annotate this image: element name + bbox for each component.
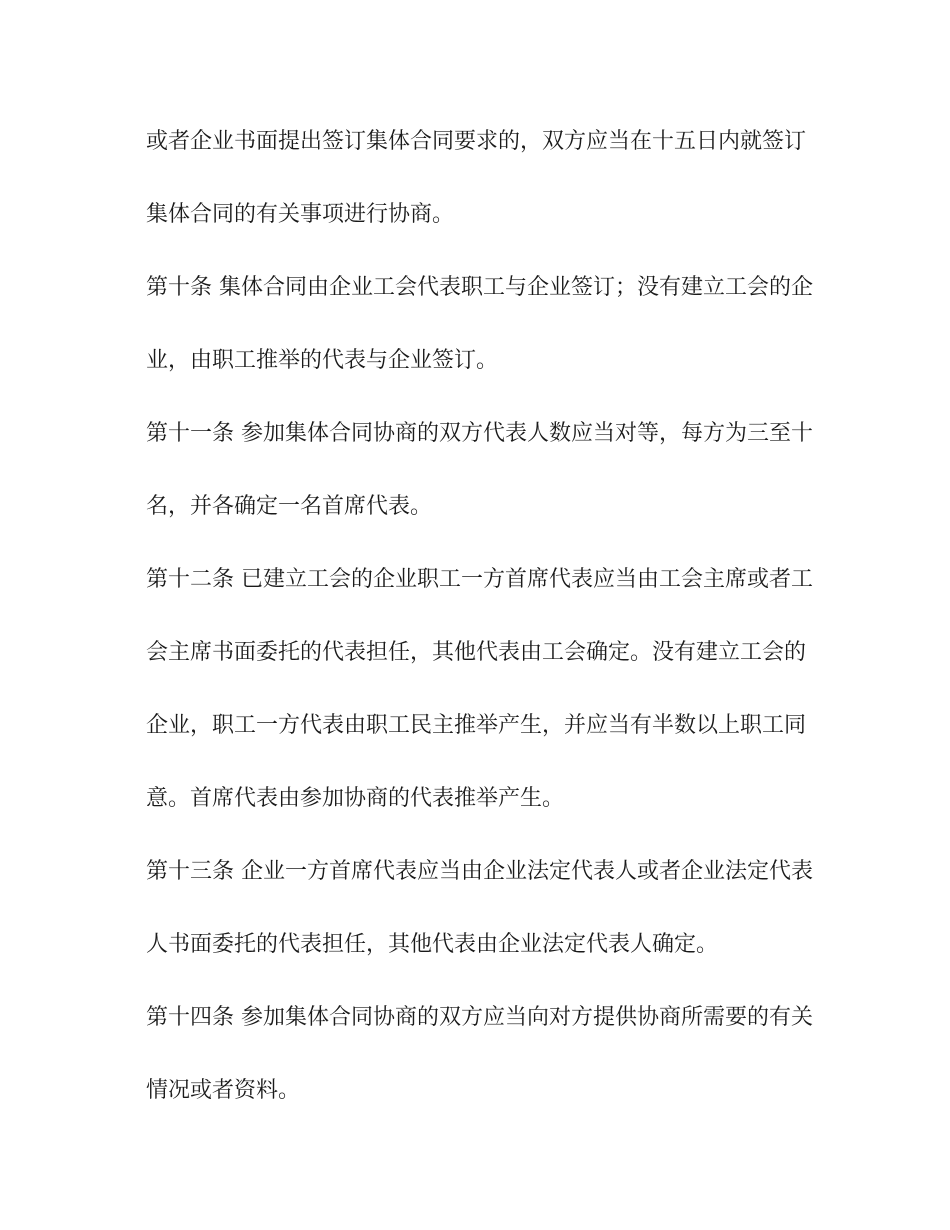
text-line: 集体合同的有关事项进行协商。 xyxy=(146,202,455,227)
text-line: 业，由职工推举的代表与企业签订。 xyxy=(146,348,499,373)
article-10-heading-line: 第十条 集体合同由企业工会代表职工与企业签订；没有建立工会的企 xyxy=(146,275,813,300)
text-line: 或者企业书面提出签订集体合同要求的，双方应当在十五日内就签订 xyxy=(146,129,807,154)
text-line: 名，并各确定一名首席代表。 xyxy=(146,494,433,519)
text-line: 会主席书面委托的代表担任，其他代表由工会确定。没有建立工会的 xyxy=(146,640,807,665)
article-13-heading-line: 第十三条 企业一方首席代表应当由企业法定代表人或者企业法定代表 xyxy=(146,859,813,884)
text-line: 情况或者资料。 xyxy=(146,1078,301,1103)
text-line: 人书面委托的代表担任，其他代表由企业法定代表人确定。 xyxy=(146,932,719,957)
article-12-heading-line: 第十二条 已建立工会的企业职工一方首席代表应当由工会主席或者工 xyxy=(146,567,813,592)
text-line: 意。首席代表由参加协商的代表推举产生。 xyxy=(146,786,565,811)
article-11-heading-line: 第十一条 参加集体合同协商的双方代表人数应当对等，每方为三至十 xyxy=(146,421,813,446)
article-14-heading-line: 第十四条 参加集体合同协商的双方应当向对方提供协商所需要的有关 xyxy=(146,1005,813,1030)
text-line: 企业，职工一方代表由职工民主推举产生，并应当有半数以上职工同 xyxy=(146,713,807,738)
